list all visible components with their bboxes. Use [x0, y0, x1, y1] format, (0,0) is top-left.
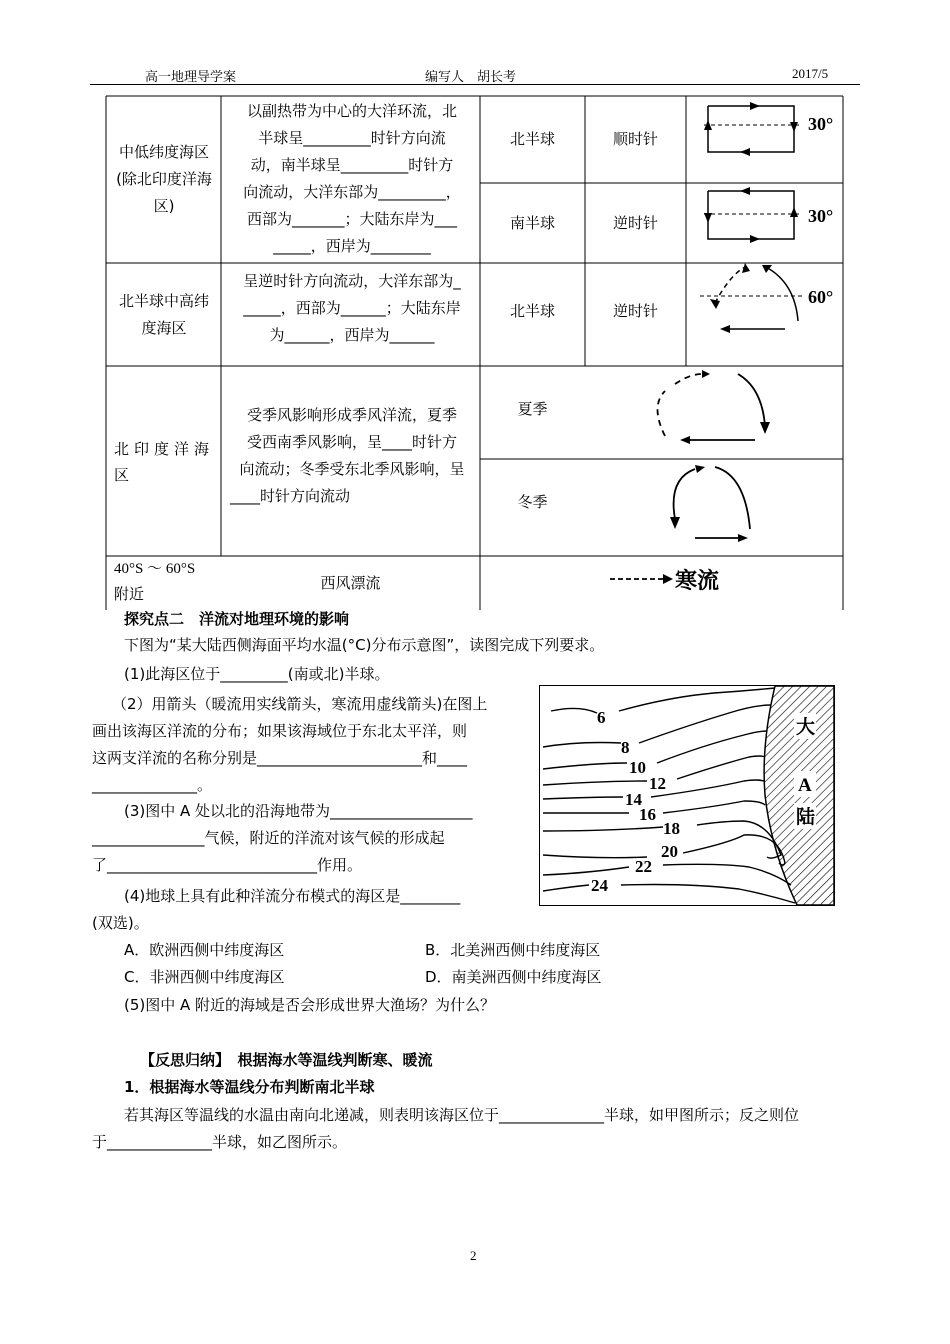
isotherm-label: 22 — [635, 857, 652, 876]
reflection-title: 【反思归纳】 根据海水等温线判断寒、暖流 — [140, 1051, 433, 1069]
desc-line: 以副热带为中心的大洋环流，北 — [246, 102, 457, 120]
row1-north-hemisphere: 北半球 — [509, 130, 555, 148]
desc-line: 为______，西岸为______ — [269, 326, 435, 344]
row2-region: 北半球中高纬度海区 — [118, 291, 209, 337]
option-b: B．北美洲西侧中纬度海区 — [425, 941, 601, 959]
page-number: 2 — [470, 1248, 477, 1263]
desc-line: 受西南季风影响，呈____时针方 — [246, 433, 457, 451]
cold-current-legend — [605, 563, 805, 603]
row2-hemisphere: 北半球 — [509, 301, 555, 320]
north-gyre-diagram — [690, 98, 850, 178]
isotherm-label: 14 — [625, 790, 642, 809]
desc-line: 受季风影响形成季风洋流，夏季 — [246, 406, 457, 424]
question-3-line1: (3)图中 A 处以北的沿海地带为___________________ — [124, 802, 473, 820]
row1-south-direction: 逆时针 — [612, 213, 658, 232]
question-3-line3: 了____________________________作用。 — [92, 856, 363, 874]
row2-description — [226, 268, 478, 349]
isotherm-map — [539, 685, 839, 907]
isotherm-label: 8 — [621, 738, 630, 757]
row4-near: 附近 — [114, 585, 145, 603]
question-2-line3: 这两支洋流的名称分别是______________________和____ — [92, 749, 468, 767]
question-4-line2: (双选)。 — [92, 914, 149, 932]
winter-label: 冬季 — [517, 493, 548, 511]
desc-line: 动，南半球呈_________时针方 — [250, 156, 454, 174]
reflection-paragraph-line2: 于______________半球，如乙图所示。 — [92, 1133, 348, 1151]
subpolar-lat-label: 60° — [808, 287, 834, 307]
row3-description — [226, 402, 478, 510]
question-5: (5)图中 A 附近的海域是否会形成世界大渔场？为什么？ — [124, 996, 496, 1014]
row1-description — [226, 98, 478, 260]
isotherm-label: 20 — [661, 842, 678, 861]
reflection-subtitle-1: 1．根据海水等温线分布判断南北半球 — [124, 1078, 375, 1096]
desc-line: _____，西岸为________ — [273, 237, 431, 255]
cold-current-legend-text: 寒流 — [675, 569, 720, 594]
isotherm-label: 16 — [639, 805, 656, 824]
row1-north-direction: 顺时针 — [612, 130, 658, 148]
isotherm-label: 18 — [663, 819, 680, 838]
row4-latitude-range: 40°S ～ 60°S — [114, 561, 196, 577]
desc-line: 呈逆时针方向流动，大洋东部为_ — [243, 272, 461, 290]
reflection-paragraph-line1: 若其海区等温线的水温由南向北递减，则表明该海区位于______________半球，如甲图所示；反之则位 — [124, 1106, 800, 1124]
isotherm-label: 12 — [649, 774, 666, 793]
row3-region: 北印度洋海区 — [114, 440, 215, 484]
subpolar-gyre-diagram — [690, 263, 850, 363]
summer-label: 夏季 — [517, 400, 548, 418]
south-gyre-diagram — [690, 183, 850, 263]
question-4-line1: (4)地球上具有此种洋流分布模式的海区是________ — [124, 887, 461, 905]
point-a-label: A — [798, 775, 812, 796]
question-2-line2: 画出该海区洋流的分布；如果该海域位于东北太平洋，则 — [92, 722, 468, 740]
winter-monsoon-current-diagram — [650, 459, 790, 549]
land-label-bottom: 陆 — [796, 806, 816, 828]
desc-line: 西部为_______；大陆东岸为___ — [246, 210, 457, 228]
header-date: 2017/5 — [792, 66, 829, 81]
row1-south-hemisphere: 南半球 — [509, 213, 555, 232]
isotherm-label: 24 — [591, 876, 608, 895]
desc-line: ____时针方向流动 — [230, 487, 351, 505]
section2-intro: 下图为“某大陆西侧海面平均水温(°C)分布示意图”，读图完成下列要求。 — [124, 636, 605, 654]
section2-title: 探究点二 洋流对地理环境的影响 — [124, 610, 350, 628]
row1-region: 中低纬度海区(除北印度洋海区) — [116, 143, 212, 215]
option-d: D．南美洲西侧中纬度海区 — [425, 968, 602, 986]
south-lat-label: 30° — [808, 206, 834, 226]
land-label-top: 大 — [796, 716, 816, 738]
header-doc-title: 高一地理导学案 — [145, 69, 237, 84]
header-author: 编写人 胡长考 — [425, 69, 517, 84]
question-2-line4: ______________。 — [92, 776, 213, 794]
question-1: (1)此海区位于_________(南或北)半球。 — [124, 665, 390, 683]
desc-line: 向流动；冬季受东北季风影响，呈 — [239, 460, 465, 478]
option-c: C．非洲西侧中纬度海区 — [124, 968, 285, 986]
isotherm-label: 10 — [629, 758, 646, 777]
row4-current-name: 西风漂流 — [320, 573, 381, 592]
isotherm-label: 6 — [597, 708, 606, 727]
row4-region — [114, 557, 218, 607]
north-lat-label: 30° — [808, 114, 834, 134]
option-a: A．欧洲西侧中纬度海区 — [124, 941, 285, 959]
desc-line: _____，西部为______；大陆东岸 — [243, 299, 461, 317]
summer-monsoon-current-diagram — [650, 366, 790, 456]
row2-direction: 逆时针 — [612, 301, 658, 320]
question-2-line1: （2）用箭头（暖流用实线箭头，寒流用虚线箭头)在图上 — [112, 695, 488, 713]
question-3-line2: _______________气候，附近的洋流对该气候的形成起 — [92, 829, 445, 847]
desc-line: 半球呈_________时针方向流 — [258, 129, 446, 147]
desc-line: 向流动，大洋东部为_________， — [243, 183, 461, 201]
